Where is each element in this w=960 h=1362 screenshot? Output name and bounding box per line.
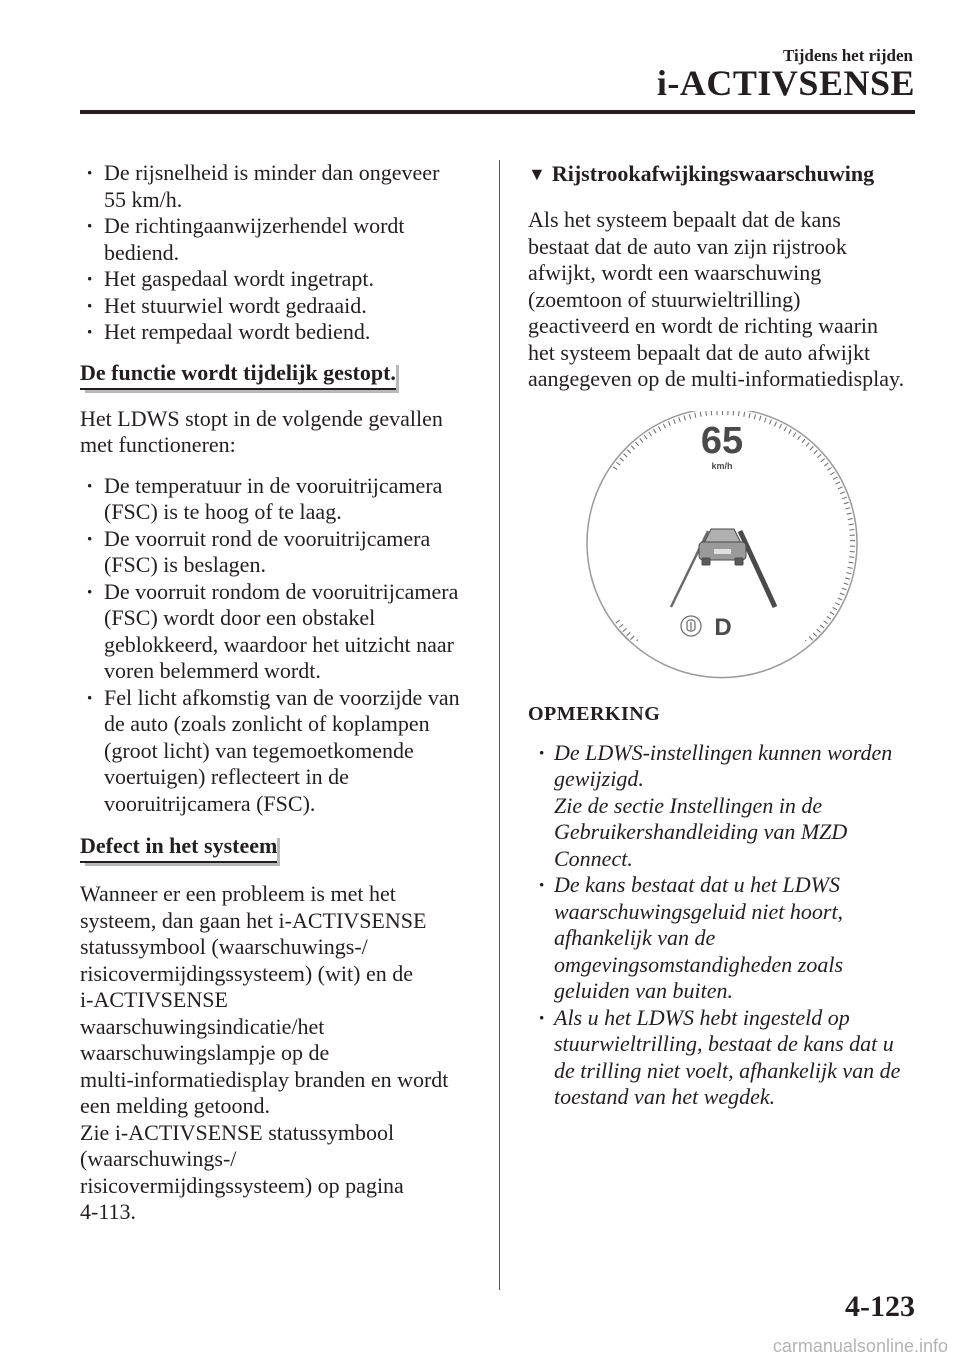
gauge-tick: [847, 572, 852, 573]
gauge-tick: [849, 529, 854, 530]
gauge-tick: [765, 417, 767, 422]
right-column: [528, 160, 918, 1111]
gauge-tick: [779, 424, 781, 428]
gauge-tick: [754, 414, 755, 419]
lane-assist-icon: [681, 616, 701, 636]
gauge-tick: [809, 636, 812, 640]
bullet-list-stop-cases: [80, 473, 480, 818]
gauge-tick: [806, 442, 809, 446]
gauge-tick: [821, 458, 825, 461]
gauge-tick: [613, 466, 617, 469]
gauge-tick: [798, 435, 801, 439]
gauge-tick: [619, 624, 623, 627]
gauge-tick: [653, 428, 656, 432]
gauge-tick: [631, 445, 634, 449]
gauge-tick: [838, 486, 843, 488]
page-title: i-ACTIVSENSE: [656, 63, 915, 103]
gauge-tick: [844, 502, 849, 504]
gauge-tick: [658, 426, 660, 430]
paragraph-system-defect: Wanneer er een probleem is met het systeem, dan gaan het i-ACTIVSENSE statussymbool (waarschuwings-/ risicovermijdingssysteem) (wit) en de i-ACTIVSENSE waarschuwingsindicatie/het waarschuwingslampje op de multi-informatiedisplay branden en wordt een melding getoond. Zie i-ACTIVSENSE statussymbool (waarschuwings-/ risicovermijdingssysteem) op pagina 4-113.: [80, 881, 449, 1224]
gauge-tick: [847, 513, 852, 514]
gauge-tick: [838, 597, 843, 599]
list-item: · Fel licht afkomstig van de voorzijde van de auto (zoals zonlicht of koplampen (groot licht) van tegemoetkomende voertuigen) reflecteert in de vooruitrijcamera (FSC).: [80, 685, 480, 818]
gauge-tick: [840, 593, 845, 595]
gauge-tick: [848, 567, 853, 568]
gauge-tick: [845, 577, 850, 578]
gauge-tick: [623, 628, 627, 631]
gauge-tick: [840, 491, 845, 493]
gauge-tick: [649, 431, 652, 435]
list-item: · De richtingaanwijzerhendel wordt bediend.: [80, 213, 480, 266]
gauge-tick: [700, 411, 701, 416]
triangle-down-icon: ▼: [528, 164, 546, 184]
gauge-tick: [844, 582, 849, 584]
gauge-tick: [849, 556, 854, 557]
list-item: · Het stuurwiel wordt gedraaid.: [80, 293, 480, 320]
list-item: · Het gaspedaal wordt ingetrapt.: [80, 266, 480, 293]
header-rule: [80, 110, 915, 114]
gauge-tick: [774, 421, 776, 426]
gauge-tick: [627, 449, 631, 453]
gauge-tick: [810, 446, 813, 450]
gauge-tick: [820, 624, 824, 627]
list-item: · Als u het LDWS hebt ingesteld op stuurwieltrilling, bestaat de kans dat u de trilling niet voelt, afhankelijk van de toestand van het wegdek.: [528, 1005, 918, 1111]
gauge-tick: [849, 524, 854, 525]
gauge-tick: [673, 419, 675, 424]
gauge-tick: [817, 454, 821, 457]
list-item: · De voorruit rond de vooruitrijcamera (FSC) is beslagen.: [80, 526, 480, 579]
gauge-tick: [644, 435, 647, 439]
gauge-tick: [827, 467, 831, 470]
gauge-mask: [568, 641, 878, 681]
header-section-label: Tijdens het rijden: [782, 46, 913, 65]
list-item: · Het rempedaal wordt bediend.: [80, 319, 480, 346]
page-number: 4-123: [845, 1290, 915, 1323]
gauge-tick: [689, 414, 690, 419]
gauge-tick: [744, 411, 745, 416]
gauge-tick: [833, 607, 837, 610]
left-column: [80, 160, 480, 1226]
multi-information-display-illustration: [528, 411, 918, 681]
gauge-tick: [789, 429, 792, 433]
gauge-tick: [695, 412, 696, 417]
gauge-tick: [679, 417, 681, 422]
gauge-tick: [817, 628, 821, 631]
gauge-tick: [835, 602, 839, 604]
gauge-tick: [663, 423, 665, 427]
gauge-tick: [802, 439, 805, 443]
note-list: [528, 740, 918, 1111]
bullet-list-conditions: [80, 160, 480, 346]
gauge-tick: [833, 476, 837, 478]
section-heading-lane-departure-warning: ▼ Rijstrookafwijkingswaarschuwing: [528, 161, 875, 186]
gauge-tick: [848, 518, 853, 519]
gauge-tick: [830, 611, 834, 614]
gauge-tick: [631, 636, 634, 640]
gauge-tick: [793, 432, 796, 436]
gauge-tick: [849, 562, 854, 563]
gauge-tick: [814, 450, 818, 453]
gauge-tick: [824, 620, 828, 623]
gauge-tick: [749, 413, 750, 418]
gauge-tick: [824, 462, 828, 465]
gauge-tick: [635, 442, 638, 446]
gear-indicator: D: [714, 613, 732, 641]
paragraph-warning-description: Als het systeem bepaalt dat de kans bestaat dat de auto van zijn rijstrook afwijkt, wordt een waarschuwing (zoemtoon of stuurwieltrilling) geactiveerd en wordt de richting waarin het systeem bepaalt dat de auto afwijkt aangegeven op de multi-informatiedisplay.: [528, 207, 905, 391]
list-item: · De temperatuur in de vooruitrijcamera (FSC) is te hoog of te laag.: [80, 473, 480, 526]
lane-line-right: [740, 531, 775, 607]
gauge-tick: [842, 497, 847, 499]
speed-unit: km/h: [711, 460, 733, 471]
list-item: · De LDWS-instellingen kunnen worden gewijzigd. Zie de sectie Instellingen in de Gebruikershandleiding van MZD Connect.: [528, 740, 918, 873]
subheading-temporarily-stopped: De functie wordt tijdelijk gestopt.: [80, 360, 396, 390]
gauge-tick: [640, 438, 643, 442]
gauge-tick: [827, 616, 831, 619]
gauge-tick: [842, 588, 847, 590]
gauge-tick: [706, 411, 707, 416]
gauge-tick: [759, 415, 760, 420]
paragraph-ldws-stops: Het LDWS stopt in de volgende gevallen met functioneren:: [80, 405, 443, 457]
gauge-tick: [738, 411, 739, 416]
gauge-tick: [813, 632, 817, 636]
gauge-tick: [616, 462, 620, 465]
column-divider: [499, 160, 500, 1290]
gauge-tick: [684, 415, 685, 420]
gauge-tick: [616, 620, 620, 623]
note-title: OPMERKING: [528, 702, 661, 725]
list-item: · De voorruit rondom de vooruitrijcamera (FSC) wordt door een obstakel geblokkeerd, waardoor het uitzicht naar voren belemmerd wordt.: [80, 579, 480, 685]
gauge-tick: [845, 507, 850, 508]
speed-readout: 65: [700, 419, 744, 462]
list-item: · De kans bestaat dat u het LDWS waarschuwingsgeluid niet hoort, afhankelijk van de omgevingsomstandigheden zoals geluiden van buiten.: [528, 872, 918, 1005]
page-reference-link[interactable]: 4-113.: [80, 1199, 137, 1224]
gauge-tick: [784, 426, 786, 430]
gauge-tick: [627, 632, 631, 635]
gauge-tick: [668, 421, 670, 426]
gauge-tick: [623, 453, 627, 456]
gauge-tick: [830, 472, 834, 475]
list-item: · De rijsnelheid is minder dan ongeveer 55 km/h.: [80, 160, 480, 213]
gauge-tick: [770, 419, 772, 424]
gauge-tick: [836, 481, 840, 483]
gauge-tick: [620, 457, 624, 460]
subheading-system-defect: Defect in het systeem: [80, 833, 277, 863]
watermark-text[interactable]: carmanualsonline.info: [772, 1336, 948, 1356]
display-gauge-svg: [528, 411, 918, 681]
